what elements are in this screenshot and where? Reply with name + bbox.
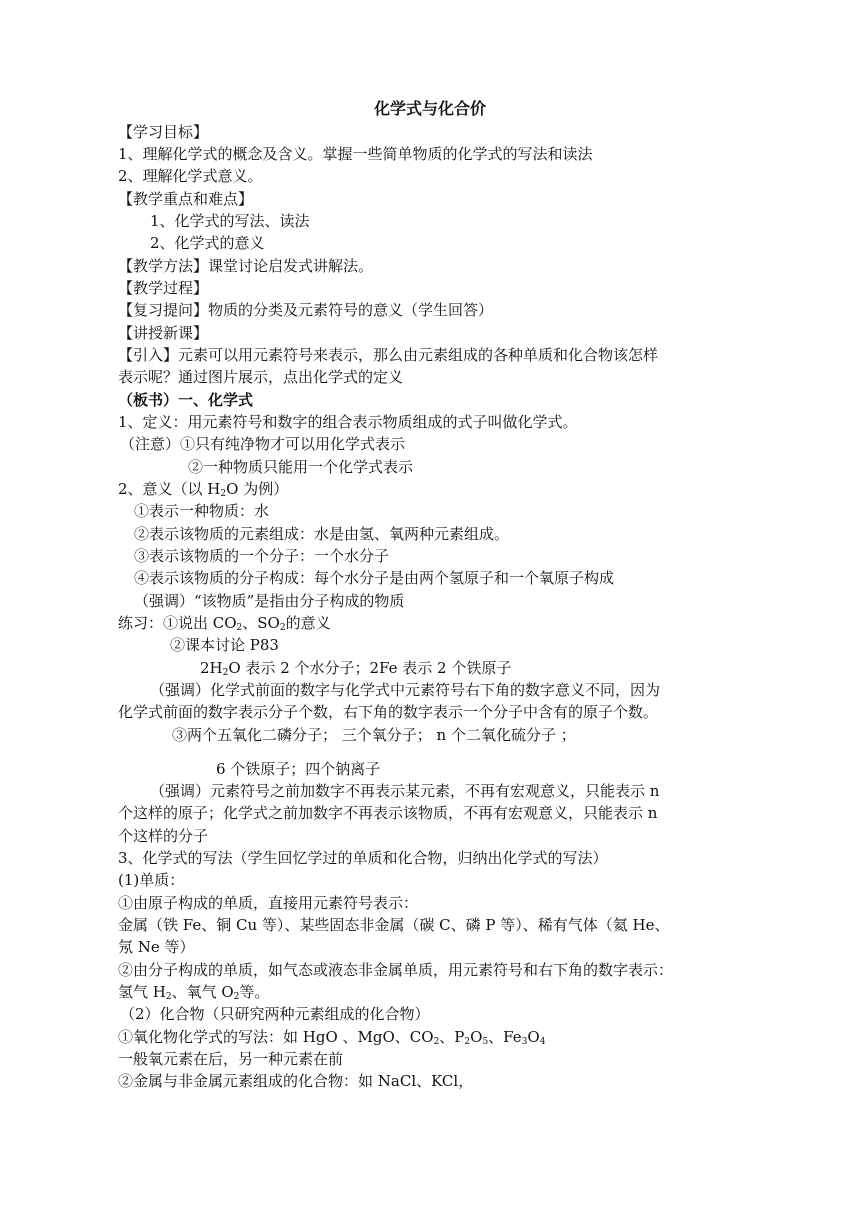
text-line: ①表示一种物质：水 <box>134 502 270 520</box>
text-line: 6 个铁原子；四个钠离子 <box>216 760 381 778</box>
page-title: 化学式与化合价 <box>373 99 486 118</box>
text-span: ①氧化物化学式的写法：如 HgO 、MgO、CO <box>118 1028 434 1046</box>
text-line: 3、化学式的写法（学生回忆学过的单质和化合物，归纳出化学式的写法） <box>118 849 608 867</box>
text-span: 等。 <box>239 983 270 1001</box>
board-heading: （板书）一、化学式 <box>118 391 254 409</box>
text-span: O <box>470 1028 483 1046</box>
subscript: 5 <box>482 1037 489 1047</box>
text-line: 【教学方法】课堂讨论启发式讲解法。 <box>118 257 374 275</box>
text-line: 2、化学式的意义 <box>150 234 265 252</box>
text-line: ②一种物质只能用一个化学式表示 <box>188 458 414 476</box>
text-span: O 为例） <box>226 480 289 498</box>
text-line: ②表示该物质的元素组成：水是由氢、氧两种元素组成。 <box>134 525 510 543</box>
text-span: 、P <box>439 1028 465 1046</box>
subscript: 2 <box>220 489 227 499</box>
text-line: 表示呢？通过图片展示，点出化学式的定义 <box>118 368 404 386</box>
text-span: 2、意义（以 H <box>118 480 221 498</box>
text-line: 1、定义：用元素符号和数字的组合表示物质组成的式子叫做化学式。 <box>118 413 578 431</box>
section-heading-process: 【教学过程】 <box>118 279 209 297</box>
text-span: 练习：①说出 CO <box>118 614 237 632</box>
section-heading-objectives: 【学习目标】 <box>118 123 209 141</box>
text-span: 、氧气 O <box>171 983 234 1001</box>
text-line: 【引入】元素可以用元素符号来表示，那么由元素组成的各种单质和化合物该怎样 <box>118 346 659 364</box>
text-span: 、SO <box>242 614 280 632</box>
text-line: ③两个五氧化二磷分子； 三个氧分子； n 个二氧化硫分子 ； <box>172 726 576 744</box>
subscript: 2 <box>236 623 243 633</box>
text-line: （强调）元素符号之前加数字不再表示某元素，不再有宏观意义，只能表示 n <box>150 782 660 800</box>
text-span: O 表示 2 个水分子；2Fe 表示 2 个铁原子 <box>228 659 512 677</box>
text-line <box>118 981 269 1003</box>
text-line: （强调）化学式前面的数字与化学式中元素符号右下角的数字意义不同，因为 <box>150 681 661 699</box>
subscript: 2 <box>464 1037 471 1047</box>
text-line: 个这样的原子；化学式之前加数字不再表示该物质，不再有宏观意义，只能表示 n <box>118 804 658 822</box>
subscript: 2 <box>222 668 229 678</box>
text-line: 化学式前面的数字表示分子个数，右下角的数字表示一个分子中含有的原子个数。 <box>118 703 659 721</box>
text-span: O <box>527 1028 540 1046</box>
text-line <box>118 612 331 634</box>
text-line: 1、化学式的写法、读法 <box>150 212 310 230</box>
text-span: 、Fe <box>488 1028 522 1046</box>
section-heading-new-lesson: 【讲授新课】 <box>118 324 209 342</box>
subscript: 4 <box>539 1037 546 1047</box>
text-line: ②金属与非金属元素组成的化合物：如 NaCl、KCl， <box>118 1072 474 1090</box>
text-line: ③表示该物质的一个分子：一个水分子 <box>134 547 390 565</box>
text-line: ②课本讨论 P83 <box>170 636 279 654</box>
subscript: 2 <box>233 992 240 1002</box>
text-line <box>200 657 511 679</box>
text-line: 个这样的分子 <box>118 827 209 845</box>
text-line: （2）化合物（只研究两种元素组成的化合物） <box>120 1005 430 1023</box>
text-line: 一般氧元素在后，另一种元素在前 <box>118 1050 344 1068</box>
text-line: 【复习提问】物质的分类及元素符号的意义（学生回答） <box>118 301 494 319</box>
text-span: 的意义 <box>285 614 331 632</box>
text-line: （注意）①只有纯净物才可以用化学式表示 <box>120 435 406 453</box>
text-span: 氢气 H <box>118 983 166 1001</box>
text-line <box>118 1026 545 1048</box>
text-span: 2H <box>200 659 223 677</box>
text-line: ④表示该物质的分子构成：每个水分子是由两个氢原子和一个氧原子构成 <box>134 569 615 587</box>
text-line: 2、理解化学式意义。 <box>118 167 263 185</box>
subscript: 3 <box>521 1037 528 1047</box>
subscript: 2 <box>279 623 286 633</box>
subscript: 2 <box>433 1037 440 1047</box>
text-line: 金属（铁 Fe、铜 Cu 等）、某些固态非金属（碳 C、磷 P 等）、稀有气体（氦 He、 <box>118 916 670 934</box>
subscript: 2 <box>165 992 172 1002</box>
text-line: （强调）“该物质”是指由分子构成的物质 <box>134 592 405 610</box>
text-line <box>118 478 288 500</box>
text-line: ①由原子构成的单质，直接用元素符号表示： <box>118 894 419 912</box>
text-line: (1)单质： <box>118 871 185 889</box>
text-line: 氖 Ne 等） <box>118 938 195 956</box>
section-heading-key-points: 【教学重点和难点】 <box>118 190 254 208</box>
text-line: ②由分子构成的单质，如气态或液态非金属单质，用元素符号和右下角的数字表示： <box>118 961 674 979</box>
text-line: 1、理解化学式的概念及含义。掌握一些简单物质的化学式的写法和读法 <box>118 145 593 163</box>
